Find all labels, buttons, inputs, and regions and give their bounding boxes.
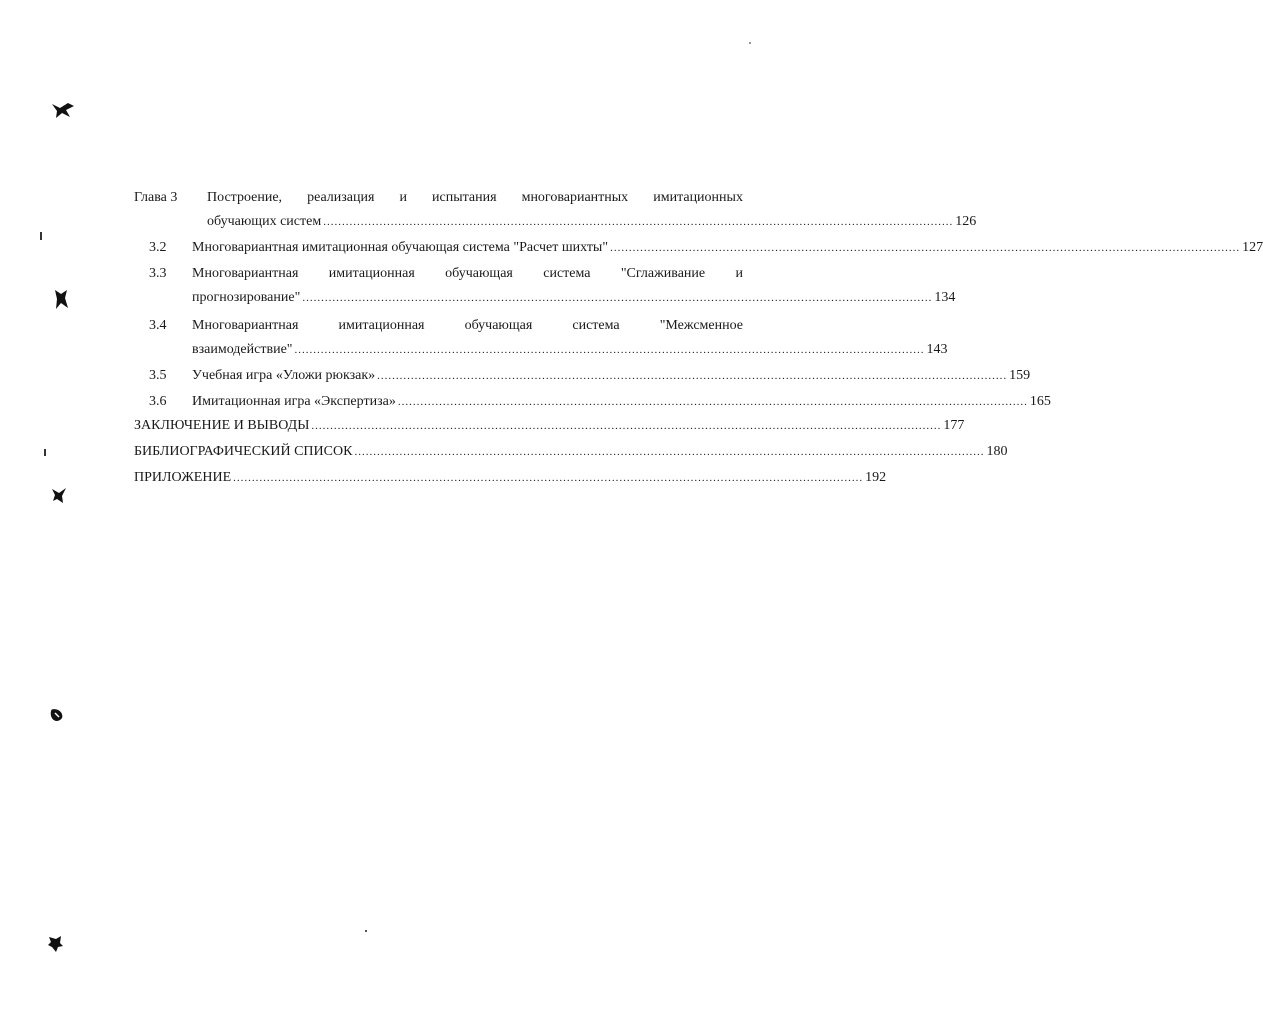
- section-title-word: имитационная: [328, 266, 415, 281]
- chapter-title-word: испытания: [432, 190, 497, 205]
- page-number: 165: [1029, 394, 1051, 409]
- section-number: 3.5: [149, 368, 167, 383]
- scan-speck: [44, 449, 46, 456]
- leader-dots: ........................................................................................................................................................................: [233, 472, 864, 484]
- scan-blot-mark: [48, 706, 66, 724]
- page-number: 126: [955, 214, 977, 229]
- page-number: 127: [1242, 240, 1263, 255]
- entry-title: ПРИЛОЖЕНИЕ: [134, 470, 232, 485]
- page-number: 134: [934, 290, 956, 305]
- leader-dots: ........................................................................................................................................................................: [323, 216, 954, 228]
- leader-dots: ........................................................................................................................................................................: [302, 292, 933, 304]
- leader-dots: ........................................................................................................................................................................: [397, 396, 1028, 408]
- section-number: 3.6: [149, 394, 167, 409]
- scan-blot-mark: [46, 934, 66, 954]
- chapter-title-word: имитационных: [653, 190, 743, 205]
- entry-title: ЗАКЛЮЧЕНИЕ И ВЫВОДЫ: [134, 418, 310, 433]
- section-title-word: Многовариантная: [192, 318, 299, 333]
- section-title: Многовариантная имитационная обучающая система "Расчет шихты": [192, 240, 609, 255]
- section-number: 3.4: [149, 318, 167, 333]
- section-title-cont: прогнозирование": [192, 290, 301, 305]
- toc-entry-chapter3: [207, 214, 977, 236]
- toc-entry-bibliography: [134, 444, 1008, 466]
- section-title-word: обучающая: [445, 266, 513, 281]
- chapter-title-word: Построение,: [207, 190, 283, 205]
- section-title-word: имитационная: [338, 318, 425, 333]
- leader-dots: ........................................................................................................................................................................: [311, 420, 942, 432]
- chapter-title-word: реализация: [307, 190, 375, 205]
- leader-dots: ........................................................................................................................................................................: [610, 242, 1241, 254]
- section-number: 3.2: [149, 240, 167, 255]
- toc-entry-3-4: [192, 342, 948, 364]
- scan-blot-mark: [50, 100, 76, 120]
- chapter-title-word: многовариантных: [521, 190, 629, 205]
- section-title-cont: взаимодействие": [192, 342, 293, 357]
- page-number: 180: [986, 444, 1008, 459]
- section-title-line: [192, 266, 743, 282]
- section-title-word: Многовариантная: [192, 266, 299, 281]
- page-number: 177: [943, 418, 965, 433]
- leader-dots: ........................................................................................................................................................................: [294, 344, 925, 356]
- toc-entry-3-3: [192, 290, 956, 312]
- section-title-word: система: [572, 318, 620, 333]
- toc-entry-appendix: [134, 470, 887, 492]
- toc-entry-3-5: [192, 368, 1031, 390]
- leader-dots: ........................................................................................................................................................................: [354, 446, 985, 458]
- chapter-title-line: [207, 190, 743, 206]
- toc-entry-3-2: [192, 240, 1263, 262]
- scan-speck: [40, 232, 42, 240]
- scan-speck: [749, 42, 751, 44]
- section-title-word: "Межсменное: [659, 318, 743, 333]
- section-title-word: и: [735, 266, 743, 281]
- chapter-title-word: и: [399, 190, 407, 205]
- section-number: 3.3: [149, 266, 167, 281]
- section-title-word: "Сглаживание: [620, 266, 706, 281]
- section-title: Имитационная игра «Экспертиза»: [192, 394, 396, 409]
- toc-entry-conclusion: [134, 418, 965, 440]
- section-title-line: [192, 318, 743, 334]
- scan-speck: [365, 930, 367, 932]
- entry-title: БИБЛИОГРАФИЧЕСКИЙ СПИСОК: [134, 444, 353, 459]
- page-number: 143: [926, 342, 948, 357]
- section-title-word: система: [543, 266, 591, 281]
- leader-dots: ........................................................................................................................................................................: [377, 370, 1008, 382]
- scan-blot-mark: [52, 288, 70, 310]
- chapter-prefix: Глава 3: [134, 190, 178, 205]
- chapter-title-cont: обучающих систем: [207, 214, 322, 229]
- section-title: Учебная игра «Уложи рюкзак»: [192, 368, 376, 383]
- page-number: 192: [865, 470, 887, 485]
- toc-entry-3-6: [192, 394, 1051, 416]
- page-number: 159: [1009, 368, 1031, 383]
- scan-blot-mark: [50, 486, 68, 504]
- section-title-word: обучающая: [464, 318, 533, 333]
